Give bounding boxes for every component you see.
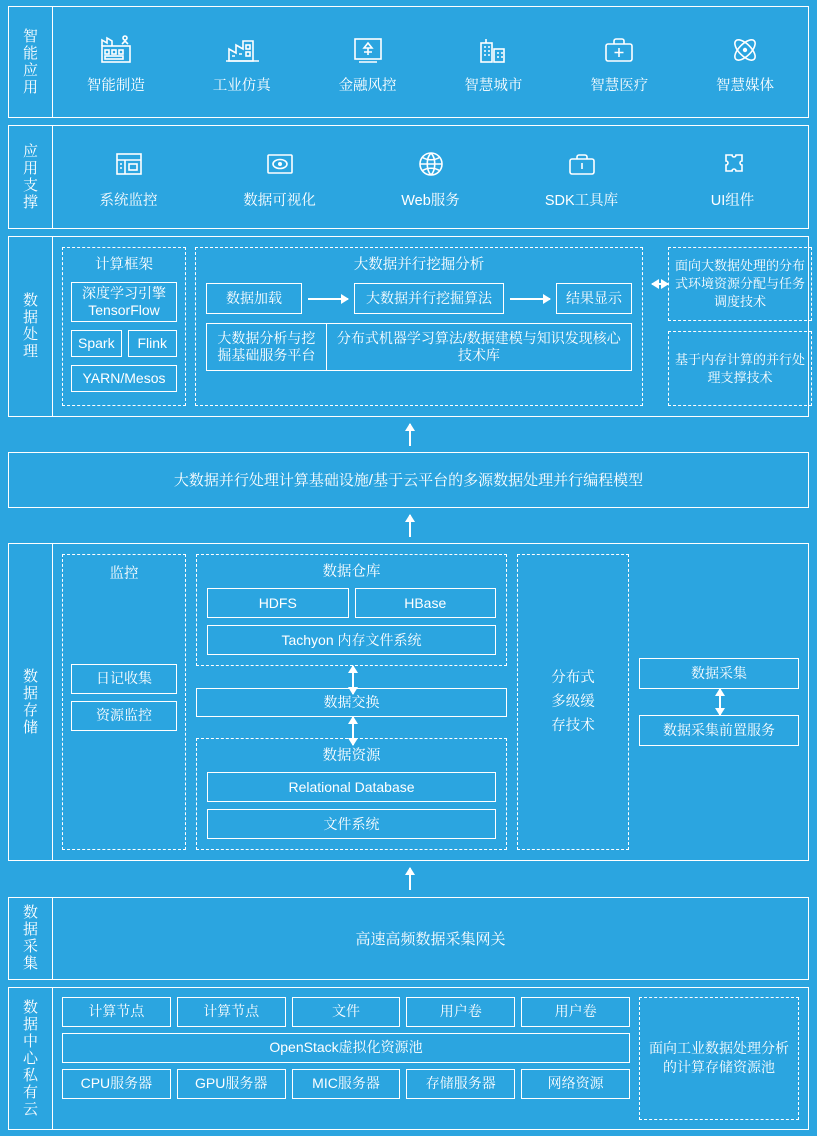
pc-node-file[interactable] [292, 997, 401, 1027]
pc-cell-label: 计算节点 [203, 1003, 260, 1020]
data-resource-group [196, 738, 507, 850]
pc-cell-label: 网络资源 [547, 1075, 604, 1092]
private-cloud-row-top [62, 997, 630, 1027]
pipeline-step-load[interactable] [206, 283, 302, 314]
framework-item-yarn-mesos[interactable] [71, 365, 177, 392]
band-private-cloud [8, 987, 809, 1130]
framework-item-label: YARN/Mesos [82, 370, 166, 387]
framework-item-tensorflow[interactable] [71, 282, 177, 322]
band-label-data-processing [9, 237, 53, 416]
arrow-collection-wrap [639, 689, 799, 715]
collection-box-label: 数据采集前置服务 [663, 722, 775, 739]
warehouse-item-hbase[interactable] [355, 588, 497, 618]
arrow-load-to-algo [308, 298, 348, 300]
resource-item-relational-db[interactable] [207, 772, 496, 802]
data-warehouse-title: 数据仓库 [322, 564, 381, 581]
framework-item-label: 深度学习引擎 TensorFlow [82, 285, 166, 319]
monitor-window-icon [109, 144, 149, 184]
band-label-text: 数据存储 [22, 668, 38, 737]
note-in-memory-tech [668, 331, 812, 405]
band-body-data-storage [53, 544, 808, 860]
data-exchange-label: 数据交换 [323, 693, 380, 710]
app-item-finance-risk[interactable] [305, 7, 431, 117]
data-processing-notes [652, 247, 812, 406]
pc-cell-label: 用户卷 [439, 1003, 482, 1020]
app-item-smart-city[interactable] [430, 7, 556, 117]
pc-server-mic[interactable] [292, 1069, 401, 1099]
arrow-collection-to-storage-wrap [8, 868, 809, 890]
storage-center-column [196, 554, 507, 850]
pipeline-step-label: 结果显示 [566, 290, 622, 307]
storage-collection-column [639, 554, 799, 850]
mining-platform-base-service[interactable] [206, 323, 327, 371]
app-item-label: 工业仿真 [212, 78, 271, 95]
arrow-warehouse-exchange-wrap [196, 666, 507, 688]
distributed-cache-box [517, 554, 629, 850]
toolbox-sdk-icon [562, 144, 602, 184]
distributed-cache-label: 分布式多级缓存技术 [551, 670, 595, 735]
monitor-item-label: 资源监控 [96, 707, 152, 724]
mining-platform-label: 分布式机器学习算法/数据建模与知识发现核心技术库 [336, 330, 621, 364]
pc-cell-label: 文件 [331, 1003, 360, 1020]
note-text: 面向工业数据处理分析的计算存储资源池 [649, 1040, 789, 1076]
framework-item-label: Flink [137, 335, 168, 352]
arrow-infra-to-processing-wrap [8, 424, 809, 446]
band-label-data-collection [9, 898, 53, 979]
mining-platform-label: 大数据分析与挖掘基础服务平台 [217, 330, 316, 364]
app-item-smart-media[interactable] [682, 7, 808, 117]
infrastructure-label: 大数据并行处理计算基础设施/基于云平台的多源数据处理并行编程模型 [173, 472, 644, 490]
mining-platform-ml-library[interactable] [327, 323, 632, 371]
pipeline-step-result[interactable] [556, 283, 632, 314]
data-resource-title: 数据资源 [322, 748, 381, 765]
pc-cell-label: GPU服务器 [195, 1075, 268, 1092]
support-item-data-visualization[interactable] [204, 126, 355, 229]
data-warehouse-group [196, 554, 507, 666]
pc-node-user-volume-1[interactable] [406, 997, 515, 1027]
arrow-collection-vertical [719, 689, 721, 715]
band-data-processing [8, 236, 809, 417]
smart-city-icon [473, 29, 513, 69]
band-label-data-storage [9, 544, 53, 860]
factory-icon [96, 29, 136, 69]
eye-visualization-icon [260, 144, 300, 184]
monitor-group [62, 554, 186, 850]
arrow-collection-to-storage [409, 868, 411, 890]
resource-item-file-system[interactable] [207, 809, 496, 839]
pc-node-compute-2[interactable] [177, 997, 286, 1027]
band-data-storage [8, 543, 809, 861]
app-item-smart-manufacturing[interactable] [53, 7, 179, 117]
app-item-industrial-simulation[interactable] [179, 7, 305, 117]
parallel-mining-group [195, 247, 643, 406]
framework-item-flink[interactable] [128, 330, 177, 357]
app-item-label: 智慧医疗 [590, 78, 649, 95]
collection-box-data-acquisition[interactable] [639, 658, 799, 689]
monitor-item-label: 日记收集 [96, 670, 152, 687]
arrow-storage-to-infra-wrap [8, 515, 809, 537]
warehouse-item-label: Tachyon 内存文件系统 [281, 631, 422, 648]
app-item-smart-medical[interactable] [556, 7, 682, 117]
note-text: 面向大数据处理的分布式环境资源分配与任务调度技术 [675, 258, 806, 310]
band-label-text: 应用支撑 [22, 142, 38, 211]
warehouse-item-tachyon[interactable] [207, 625, 496, 655]
compute-framework-title: 计算框架 [95, 257, 153, 274]
band-body-data-collection [53, 898, 808, 979]
band-body-app-support [53, 126, 808, 229]
pc-server-cpu[interactable] [62, 1069, 171, 1099]
band-label-text: 数据处理 [22, 292, 38, 361]
pc-cell-label: CPU服务器 [80, 1075, 153, 1092]
app-item-label: 金融风控 [338, 78, 397, 95]
support-item-label: Web服务 [401, 193, 460, 210]
industry-simulation-icon [222, 29, 262, 69]
pc-node-user-volume-2[interactable] [521, 997, 630, 1027]
medical-case-icon [599, 29, 639, 69]
resource-item-label: Relational Database [288, 778, 415, 795]
band-label-text: 数据中心私有云 [22, 998, 38, 1118]
pc-cell-label: OpenStack虚拟化资源池 [269, 1039, 423, 1056]
resource-item-label: 文件系统 [323, 815, 380, 832]
pc-openstack-pool[interactable] [62, 1033, 630, 1063]
monitor-item-log-collection[interactable] [71, 664, 177, 694]
monitor-item-resource-monitor[interactable] [71, 701, 177, 731]
pc-cell-label: 存储服务器 [425, 1075, 496, 1092]
band-body-private-cloud [53, 988, 808, 1129]
arrow-storage-to-infra [409, 515, 411, 537]
puzzle-ui-icon [713, 144, 753, 184]
collection-box-front-service[interactable] [639, 715, 799, 746]
pipeline-step-label: 大数据并行挖掘算法 [366, 290, 492, 307]
band-body-intelligent-app [53, 7, 808, 117]
support-item-label: UI组件 [710, 193, 755, 210]
arrow-note-scheduling [652, 283, 668, 285]
arrow-warehouse-exchange [352, 666, 354, 694]
pc-cell-label: 用户卷 [554, 1003, 597, 1020]
pc-node-compute-1[interactable] [62, 997, 171, 1027]
band-app-support [8, 125, 809, 230]
collection-gateway-label: 高速高频数据采集网关 [355, 930, 506, 948]
private-cloud-row-bottom [62, 1069, 630, 1099]
band-label-intelligent-app [9, 7, 53, 117]
monitor-title: 监控 [109, 566, 139, 583]
arrow-exchange-resource [352, 717, 354, 745]
pc-network-resource[interactable] [521, 1069, 630, 1099]
warehouse-item-label: HBase [404, 594, 447, 611]
band-intelligent-app [8, 6, 809, 118]
private-cloud-resources [62, 997, 630, 1120]
support-item-system-monitor[interactable] [53, 126, 204, 229]
framework-item-label: Spark [78, 335, 115, 352]
band-label-private-cloud [9, 988, 53, 1129]
pc-server-storage[interactable] [406, 1069, 515, 1099]
arrow-infra-to-processing [409, 424, 411, 446]
warehouse-item-label: HDFS [258, 594, 297, 611]
band-data-collection [8, 897, 809, 980]
infrastructure-bar [8, 452, 809, 507]
pipeline-step-algorithm[interactable] [354, 283, 504, 314]
app-item-label: 智慧城市 [464, 78, 523, 95]
compute-framework-group [62, 247, 186, 406]
pipeline-step-label: 数据加载 [226, 290, 282, 307]
private-cloud-note [639, 997, 799, 1120]
app-item-label: 智能制造 [86, 78, 145, 95]
band-label-text: 智能应用 [22, 27, 38, 96]
support-item-label: SDK工具库 [544, 193, 619, 210]
media-atom-icon [725, 29, 765, 69]
pc-cell-label: MIC服务器 [312, 1075, 380, 1092]
support-item-label: 系统监控 [99, 193, 158, 210]
band-label-text: 数据采集 [22, 904, 38, 973]
arrow-exchange-resource-wrap [196, 717, 507, 739]
app-item-label: 智慧媒体 [716, 78, 775, 95]
support-item-sdk-toolkit[interactable] [506, 126, 657, 229]
parallel-mining-title: 大数据并行挖掘分析 [353, 257, 485, 274]
pc-cell-label: 计算节点 [88, 1003, 145, 1020]
globe-web-icon [411, 144, 451, 184]
arrow-algo-to-result [510, 298, 550, 300]
framework-item-spark[interactable] [71, 330, 122, 357]
band-label-app-support [9, 126, 53, 229]
pc-server-gpu[interactable] [177, 1069, 286, 1099]
finance-risk-icon [348, 29, 388, 69]
support-item-label: 数据可视化 [243, 193, 316, 210]
collection-box-label: 数据采集 [691, 665, 747, 682]
note-scheduling-tech [668, 247, 812, 321]
support-item-ui-components[interactable] [657, 126, 808, 229]
note-text: 基于内存计算的并行处理支撑技术 [675, 351, 806, 385]
warehouse-item-hdfs[interactable] [207, 588, 349, 618]
band-body-data-processing [53, 237, 817, 416]
support-item-web-service[interactable] [355, 126, 506, 229]
